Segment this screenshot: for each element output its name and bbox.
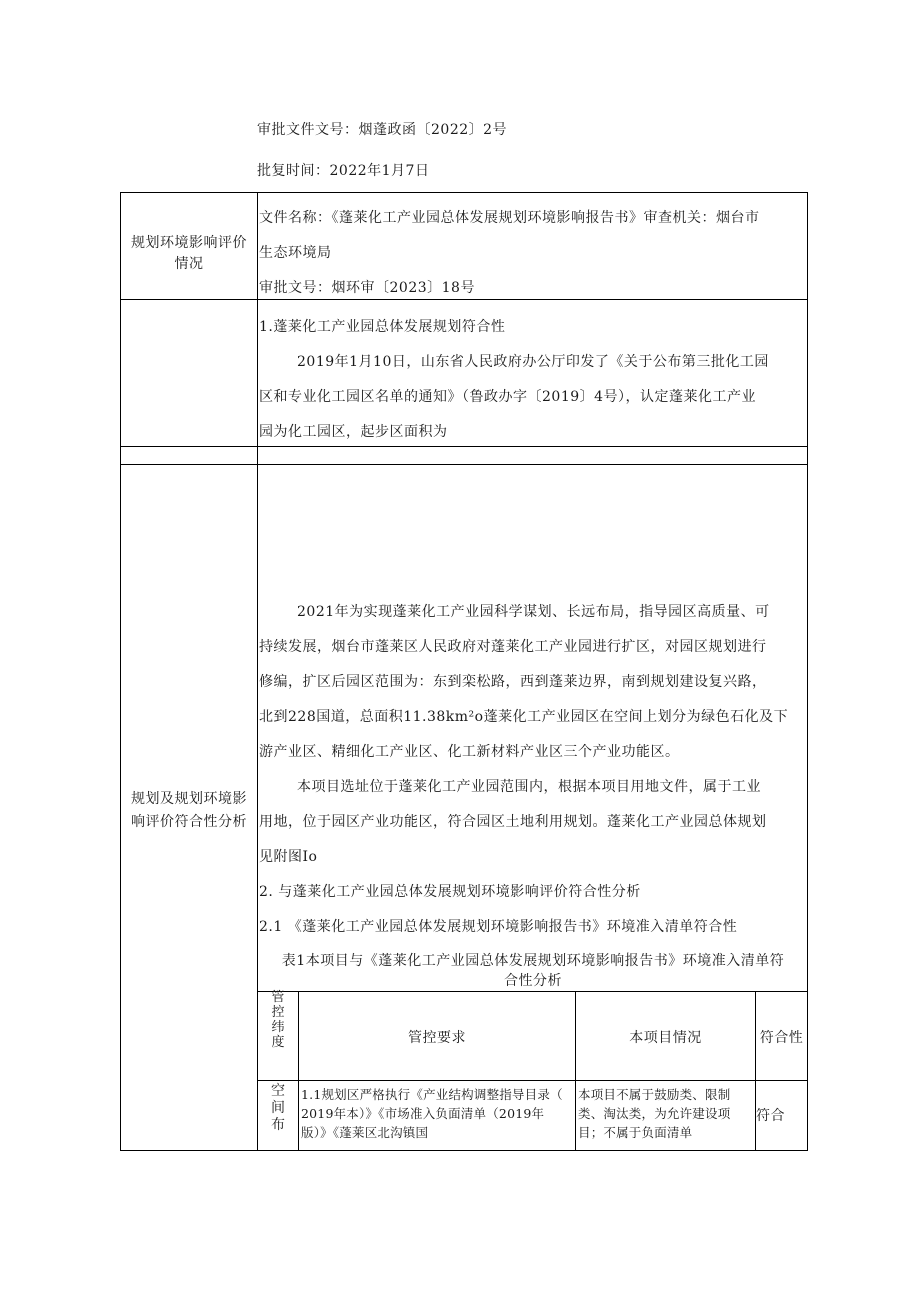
eia-file-name: 文件名称：《蓬莱化工产业园总体发展规划环境影响报告书》审查机关：烟台市 (259, 210, 760, 226)
section-1-para-line: 园为化工园区，起步区面积为 (259, 424, 448, 440)
paragraph-line: 2021年为实现蓬莱化工产业园科学谋划、长远布局，指导园区高质量、可 (297, 604, 770, 620)
paragraph-line: 持续发展，烟台市蓬莱区人民政府对蓬莱化工产业园进行扩区，对园区规划进行 (259, 639, 767, 655)
row1-requirement-line: 版）》《蓬莱区北沟镇国 (301, 1125, 429, 1140)
section-2-1-heading: 2.1 《蓬莱化工产业园总体发展规划环境影响报告书》环境准入清单符合性 (259, 919, 738, 935)
compliance-label-line2: 响评价符合性分析 (131, 814, 247, 830)
table-caption-cont: 合性分析 (504, 973, 562, 989)
header-requirement: 管控要求 (408, 1030, 466, 1046)
paragraph-line: 游产业区、精细化工产业区、化工新材料产业区三个产业功能区。 (259, 744, 680, 760)
eia-approval-number: 审批文号：烟环审〔2023〕18号 (259, 280, 475, 296)
approval-number: 审批文件文号：烟蓬政函〔2022〕2号 (257, 122, 508, 138)
eia-file-name-cont: 生态环境局 (259, 245, 332, 261)
paragraph-line: 北到228国道，总面积11.38km²o蓬莱化工产业园区在空间上划分为绿色石化及下 (259, 709, 789, 725)
row1-dimension: 空间布 (271, 1083, 285, 1133)
header-compliance: 符合性 (759, 1030, 804, 1046)
eia-label-line1: 规划环境影响评价 (131, 235, 247, 251)
compliance-label-line1: 规划及规划环境影 (131, 791, 247, 807)
row1-requirement-line: 2019年本）》《市场准入负面清单（2019年 (301, 1106, 545, 1121)
section-2-heading: 2. 与蓬莱化工产业园总体发展规划环境影响评价符合性分析 (259, 884, 641, 900)
row1-result: 符合 (756, 1108, 785, 1124)
section-1-para-line: 2019年1月10日，山东省人民政府办公厅印发了《关于公布第三批化工园 (297, 354, 769, 370)
paragraph-line: 修编，扩区后园区范围为：东到栾松路，西到蓬莱边界，南到规划建设复兴路， (259, 674, 767, 690)
table-caption: 表1本项目与《蓬莱化工产业园总体发展规划环境影响报告书》环境准入清单符 (281, 953, 785, 969)
paragraph-line: 见附图Io (259, 849, 318, 865)
header-project-status: 本项目情况 (629, 1030, 702, 1046)
row1-requirement-line: 1.1规划区严格执行《产业结构调整指导目录（ (301, 1087, 563, 1102)
paragraph-line: 本项目选址位于蓬莱化工产业园范围内，根据本项目用地文件，属于工业 (297, 779, 761, 795)
section-1-para-line: 区和专业化工园区名单的通知》（鲁政办字〔2019〕4号），认定蓬莱化工产业 (259, 389, 757, 405)
row1-project-line: 本项目不属于鼓励类、限制 (578, 1087, 731, 1102)
section-1-heading: 1.蓬莱化工产业园总体发展规划符合性 (259, 319, 506, 335)
approval-time: 批复时间：2022年1月7日 (257, 163, 430, 179)
row1-project-line: 类、淘汰类，为允许建设项 (578, 1106, 731, 1121)
paragraph-line: 用地，位于园区产业功能区，符合园区土地利用规划。蓬莱化工产业园总体规划 (259, 814, 767, 830)
header-dimension: 管控纬度 (271, 990, 285, 1050)
row1-project-line: 目；不属于负面清单 (578, 1125, 693, 1140)
eia-label-line2: 情况 (174, 256, 204, 272)
